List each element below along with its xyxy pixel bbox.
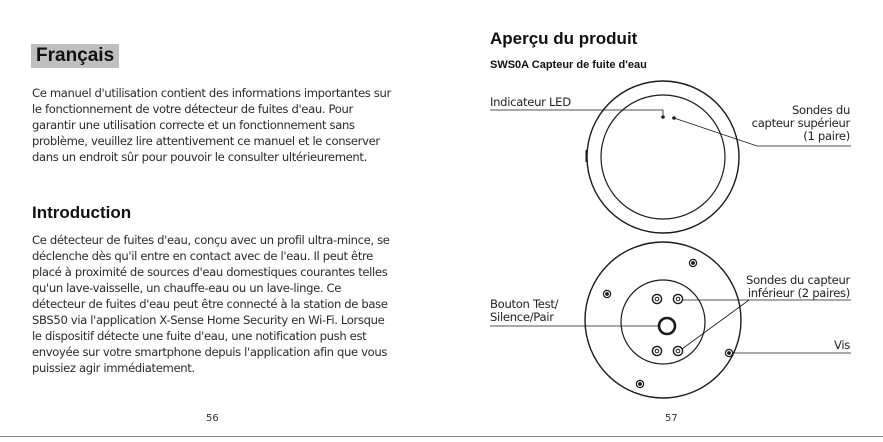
side-button-mark [586, 150, 588, 162]
top-probe-dot [672, 116, 676, 120]
right-page [441, 0, 883, 442]
language-heading: Français [31, 44, 119, 68]
screws [603, 259, 732, 387]
label-bottom-probes-1: Sondes du capteur [746, 273, 850, 287]
page-number-left: 56 [206, 413, 219, 424]
sensor-top-view [586, 81, 740, 233]
led-leader [490, 110, 663, 115]
label-led: Indicateur LED [490, 95, 571, 109]
bottom-probe-leader-2 [682, 300, 749, 349]
bottom-divider [0, 436, 883, 437]
label-button-1: Bouton Test/ [490, 297, 559, 311]
intro-paragraph: Ce manuel d'utilisation contient des informations importantes sur le fonctionnement de votre détecteur de fuites d'eau. Pour garantir une utilisation correcte et un fonctionnement sans problème, veuillez lire attentivement ce manuel et le conserver dans un endroit sûr pour pouvoir le consulter ultérieurement. [32, 86, 391, 164]
top-outer-ring [587, 81, 739, 233]
product-overview-heading: Aperçu du produit [490, 29, 638, 48]
label-screw: Vis [833, 338, 850, 352]
label-top-probes-3: (1 paire) [803, 129, 850, 143]
label-bottom-probes-2: inférieur (2 paires) [747, 286, 850, 300]
introduction-heading: Introduction [32, 203, 132, 222]
led-dot [661, 115, 665, 119]
page-number-right: 57 [665, 413, 678, 424]
bottom-inner-ring [621, 280, 705, 364]
label-top-probes-2: capteur supérieur [751, 116, 850, 130]
sensor-bottom-view [585, 242, 741, 398]
test-button [659, 318, 675, 334]
bottom-probes [652, 294, 682, 355]
bottom-outer-ring [585, 242, 741, 398]
top-inner-ring [601, 95, 725, 219]
label-button-2: Silence/Pair [490, 310, 554, 324]
left-page [0, 0, 441, 442]
label-top-probes-1: Sondes du [791, 103, 850, 117]
product-subtitle: SWS0A Capteur de fuite d'eau [490, 59, 647, 71]
introduction-paragraph: Ce détecteur de fuites d'eau, conçu avec un profil ultra-mince, se déclenche dès qu'il entre en contact avec de l'eau. Il peut être placé à proximité de sources d'eau domestiques courantes telles qu'un lave-vaisselle, un chauffe-eau ou un lave-linge. Ce détecteur de fuites d'eau peut être connecté à la station de base SBS50 via l'application X-Sense Home Security en Wi-Fi. Lorsque le dispositif détecte une fuite d'eau, une notification push est envoyée sur votre smartphone depuis l'application afin que vous puissiez agir immédiatement. [32, 233, 390, 375]
